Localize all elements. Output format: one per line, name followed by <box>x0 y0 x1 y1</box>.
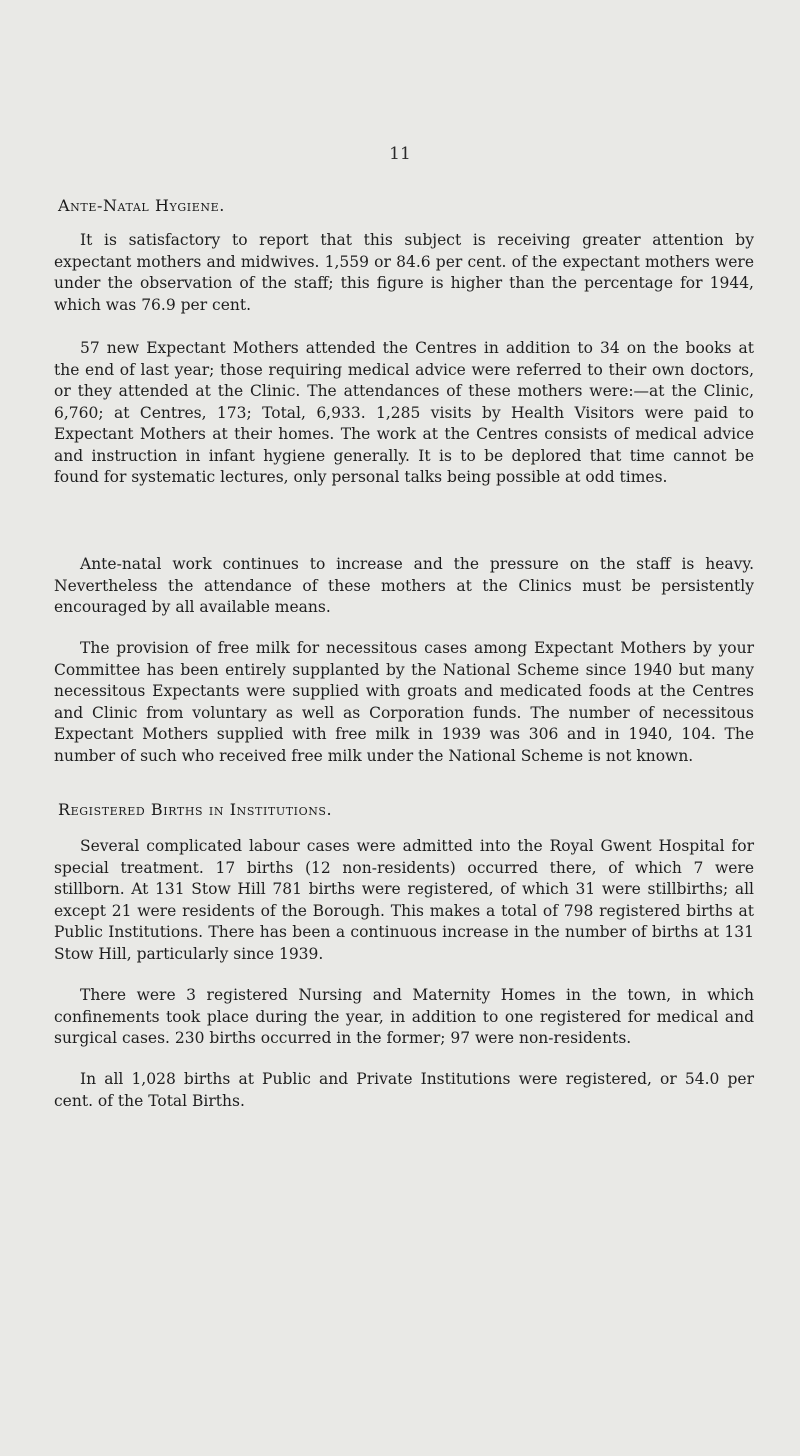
paragraph: There were 3 registered Nursing and Maternity Homes in the town, in which confinements took place during the year, in addition to one registered for medical and surgical cases. 230 births occurred in the former; 97 were non-residents. <box>54 986 754 1047</box>
page-number: 11 <box>389 144 411 164</box>
paragraph: In all 1,028 births at Public and Private Institutions were registered, or 54.0 per cent. of the Total Births. <box>54 1070 754 1110</box>
section-heading-registered-births: Registered Births in Institutions. <box>58 800 333 819</box>
paragraph: Ante-natal work continues to increase and the pressure on the staff is heavy. Nevertheless the attendance of these mothers at the Clinics must be persistently encouraged by all available means. <box>54 555 754 616</box>
paragraph: 57 new Expectant Mothers attended the Centres in addition to 34 on the books at the end of last year; those requiring medical advice were referred to their own doctors, or they attended at the Clinic. The attendances of these mothers were:—at the Clinic, 6,760; at Centres, 173; Total, 6,933. 1,285 visits by Health Visitors were paid to Expectant Mothers at their homes. The work at the Centres consists of medical advice and instruction in infant hygiene generally. It is to be deplored that time cannot be found for systematic lectures, only personal talks being possible at odd times. <box>54 339 754 486</box>
paragraph: It is satisfactory to report that this subject is receiving greater attention by expectant mothers and midwives. 1,559 or 84.6 per cent. of the expectant mothers were under the observation of the staff; this figure is higher than the percentage for 1944, which was 76.9 per cent. <box>54 231 754 314</box>
paragraph: Several complicated labour cases were admitted into the Royal Gwent Hospital for special treatment. 17 births (12 non-residents) occurred there, of which 7 were stillborn. At 131 Stow Hill 781 births were registered, of which 31 were stillbirths; all except 21 were residents of the Borough. This makes a total of 798 registered births at Public Institutions. There has been a continuous increase in the number of births at 131 Stow Hill, particularly since 1939. <box>54 837 754 963</box>
paragraph: The provision of free milk for necessitous cases among Expectant Mothers by your Committee has been entirely supplanted by the National Scheme since 1940 but many necessitous Expectants were supplied with groats and medicated foods at the Centres and Clinic from voluntary as well as Corporation funds. The number of necessitous Expectant Mothers supplied with free milk in 1939 was 306 and in 1940, 104. The number of such who received free milk under the National Scheme is not known. <box>54 639 754 765</box>
section-heading-ante-natal-hygiene: Ante-Natal Hygiene. <box>58 196 225 215</box>
